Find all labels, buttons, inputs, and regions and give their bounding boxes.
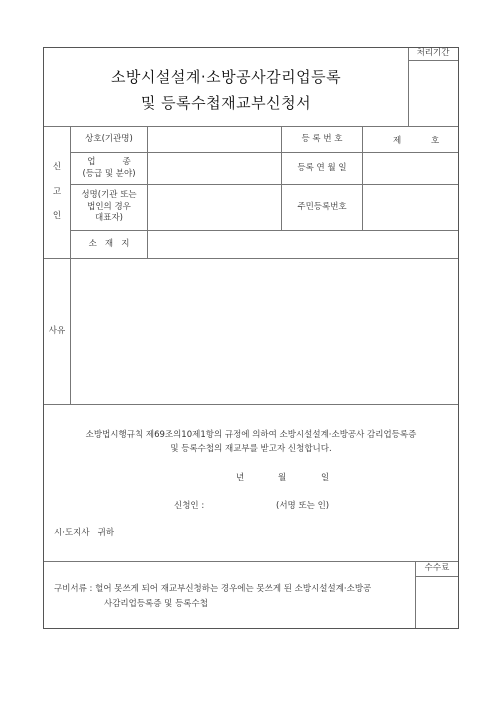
applicant-char-3: 인 — [52, 211, 62, 222]
name-label — [71, 185, 147, 230]
reg-number-label: 등 록 번 호 — [301, 133, 343, 144]
business-type-field[interactable] — [148, 153, 281, 184]
application-form — [43, 47, 459, 629]
name-field[interactable] — [148, 185, 281, 230]
resident-number-field[interactable] — [363, 185, 458, 230]
required-docs-line2: 사감리업등록증 및 등록수첩 — [104, 599, 208, 609]
business-type-sub: (등급 및 분야) — [82, 168, 136, 179]
statement-line1: 소방법시행규칙 제69조의10제1항의 규정에 의하여 소방시설설계·소방공사 감리업등록증 — [85, 430, 417, 441]
statement-line2: 및 등록수첩의 재교부를 받고자 신청합니다. — [170, 444, 332, 455]
applicant-char-2: 고 — [52, 186, 62, 197]
reg-number-prefix: 제 — [393, 136, 402, 146]
address-label: 소 재 지 — [88, 238, 130, 249]
date-line — [44, 471, 458, 485]
business-type-text: 업 종 — [87, 157, 131, 168]
address-field[interactable] — [148, 231, 458, 258]
processing-period-value — [409, 61, 458, 125]
company-name-field[interactable] — [148, 127, 281, 152]
fee-label: 수수료 — [424, 563, 450, 574]
form-title-line1: 소방시설설계·소방공사감리업등록 — [110, 68, 342, 86]
business-type-label — [71, 153, 147, 184]
applicant-char-1: 신 — [52, 162, 62, 173]
form-title-line2: 및 등록수첩재교부신청서 — [140, 94, 312, 112]
applicant-signature-line — [44, 499, 458, 513]
name-label-line2: 법인의 경우 — [87, 201, 131, 212]
fee-value — [416, 577, 458, 628]
reg-number-field[interactable] — [363, 127, 458, 152]
year-label: 년 — [236, 473, 245, 483]
day-label: 일 — [321, 473, 330, 483]
reg-number-suffix: 호 — [431, 136, 440, 146]
applicant-section-label — [44, 127, 70, 258]
applicant-label: 신청인 : — [174, 501, 205, 511]
signature-label: (서명 또는 인) — [276, 501, 330, 511]
company-name-label: 상호(기관명) — [85, 133, 133, 144]
name-label-line1: 성명(기관 또는 — [81, 190, 137, 201]
reg-date-field[interactable] — [363, 153, 458, 184]
required-docs-line1: 구비서류 : 헐어 못쓰게 되어 재교부신청하는 경우에는 못쓰게 된 소방시설설계·소방공 — [54, 584, 372, 594]
processing-period-label: 처리기간 — [416, 48, 450, 59]
recipient-label: 시·도지사 귀하 — [54, 528, 115, 538]
resident-number-label: 주민등록번호 — [297, 201, 347, 212]
reg-date-label: 등록 연 월 일 — [297, 162, 347, 173]
reason-label: 사유 — [48, 325, 66, 336]
month-label: 월 — [278, 473, 287, 483]
reason-field[interactable] — [71, 259, 458, 404]
name-label-line3: 대표자) — [95, 213, 123, 224]
